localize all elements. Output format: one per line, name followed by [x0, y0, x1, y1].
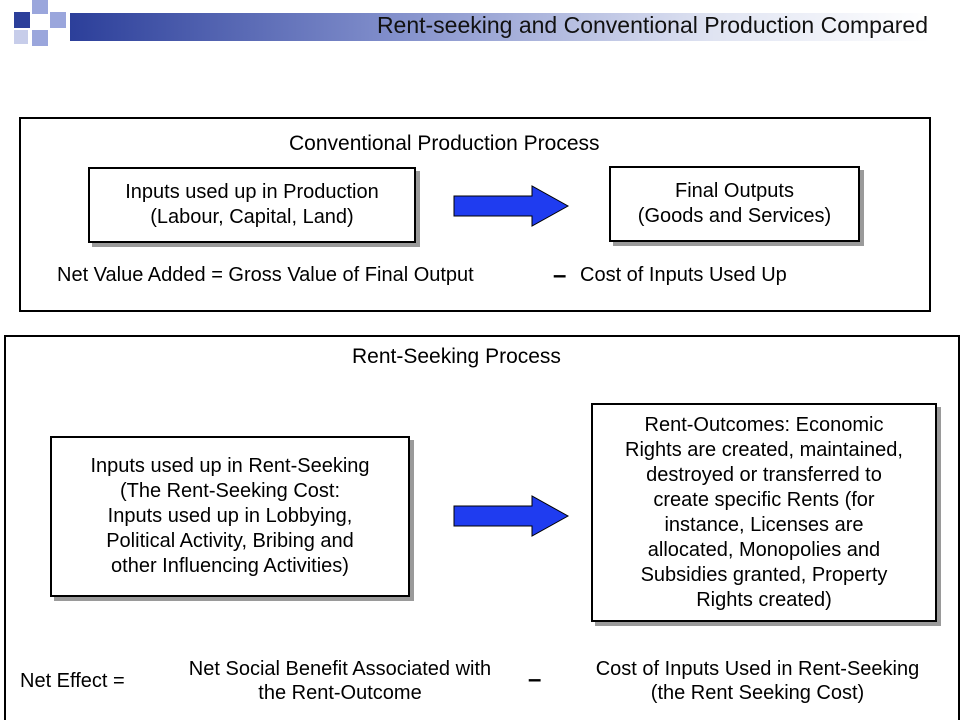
rent-seeking-inputs-line: (The Rent-Seeking Cost:: [119, 480, 341, 502]
rent-seeking-inputs-box: [50, 436, 410, 597]
rent-seeking-inputs-line: Political Activity, Bribing and: [106, 530, 354, 552]
rent-outcomes-box: [591, 403, 937, 622]
rent-seeking-cost-line: (the Rent Seeking Cost): [650, 682, 865, 704]
rent-outcomes-line: Rent-Outcomes: Economic: [644, 413, 884, 436]
rent-outcomes-line: create specific Rents (for: [653, 488, 875, 511]
rent-seeking-cost-line: Cost of Inputs Used in Rent-Seeking: [595, 658, 920, 680]
final-outputs-line: Final Outputs: [675, 180, 794, 202]
rent-seeking-cost-term: [565, 657, 950, 705]
production-inputs-line: (Labour, Capital, Land): [150, 206, 354, 228]
header-square-light: [32, 0, 48, 14]
rent-seeking-inputs-line: Inputs used up in Lobbying,: [107, 505, 353, 527]
header-square-light: [14, 30, 28, 44]
minus-sign: –: [528, 666, 542, 693]
rent-outcomes-line: allocated, Monopolies and: [647, 538, 881, 561]
right-arrow-icon: [452, 184, 572, 228]
final-outputs-line: (Goods and Services): [637, 205, 832, 227]
header-square-light: [32, 30, 48, 46]
rent-seeking-process-title: Rent-Seeking Process: [352, 345, 561, 368]
rent-outcomes-line: Subsidies granted, Property: [640, 563, 888, 586]
production-inputs-line: Inputs used up in Production: [125, 181, 379, 203]
rent-seeking-inputs-line: other Influencing Activities): [111, 555, 349, 577]
minus-sign: –: [553, 262, 567, 289]
net-effect-label: Net Effect =: [20, 670, 125, 692]
rent-outcomes-line: destroyed or transferred to: [646, 463, 882, 486]
slide-title: Rent-seeking and Conventional Production Compared: [376, 12, 928, 38]
production-inputs-box: [88, 167, 416, 243]
conventional-process-title: Conventional Production Process: [289, 132, 600, 155]
final-outputs-box: [609, 166, 860, 242]
header-square-dark: [14, 12, 30, 28]
rent-seeking-inputs-line: Inputs used up in Rent-Seeking: [90, 455, 370, 477]
net-social-benefit-line: Net Social Benefit Associated with: [188, 658, 492, 680]
net-value-added-rhs: Cost of Inputs Used Up: [580, 264, 787, 286]
net-value-added-lhs: Net Value Added = Gross Value of Final Output: [57, 264, 474, 286]
rent-outcomes-line: Rights created): [696, 588, 832, 611]
right-arrow-icon: [452, 494, 572, 538]
rent-outcomes-line: Rights are created, maintained,: [625, 438, 903, 461]
net-social-benefit-line: the Rent-Outcome: [258, 682, 422, 704]
net-social-benefit-term: [160, 657, 520, 705]
header-square-light: [50, 12, 66, 28]
rent-outcomes-line: instance, Licenses are: [664, 513, 864, 536]
